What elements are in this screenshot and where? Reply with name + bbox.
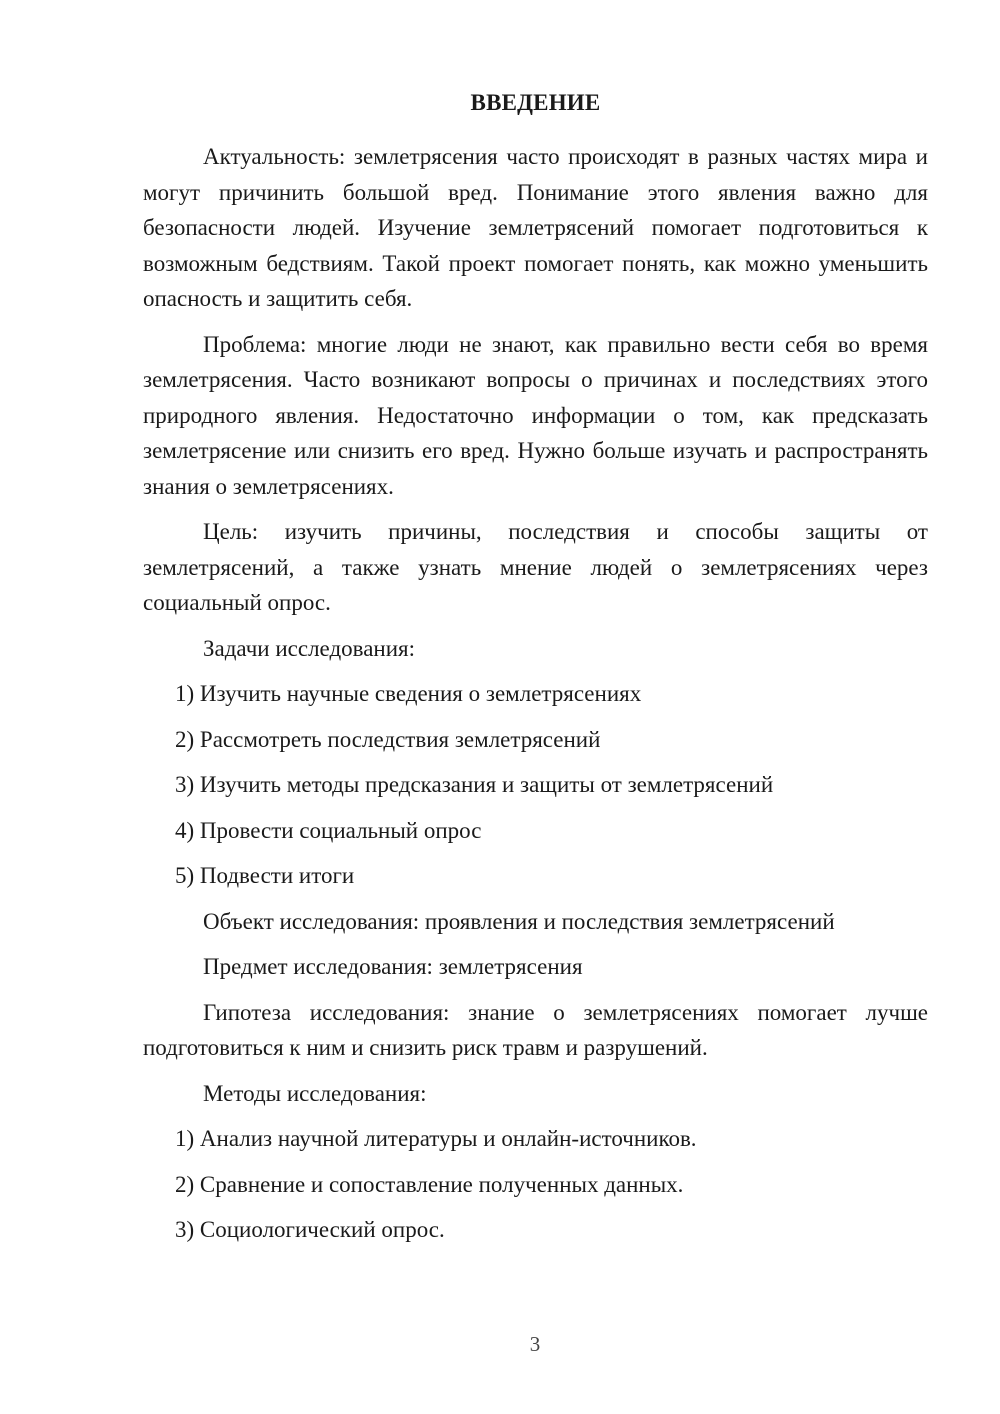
task-item-3: 3) Изучить методы предсказания и защиты от землетрясений (175, 772, 774, 797)
page-number: 3 (529, 1332, 541, 1356)
hypothesis-paragraph: Гипотеза исследования: знание о землетрясениях помогает лучше подготовиться к ним и снизить риск травм и разрушений. (143, 999, 928, 1060)
methods-title: Методы исследования: (203, 1080, 427, 1106)
method-item-2: 2) Сравнение и сопоставление полученных данных. (175, 1171, 684, 1197)
task-item-1: 1) Изучить научные сведения о землетрясениях (175, 681, 642, 706)
task-item-5: 5) Подвести итоги (175, 863, 355, 888)
section-heading: ВВЕДЕНИЕ (470, 90, 601, 115)
task-item-2: 2) Рассмотреть последствия землетрясений (175, 726, 601, 752)
problem-paragraph: Проблема: многие люди не знают, как правильно вести себя во время землетрясения. Часто возникают вопросы о причинах и последствиях этого природного явления. Недостаточно информации о том, как предсказать землетрясение или снизить его вред. Нужно больше изучать и распространять знания о землетрясениях. (143, 331, 928, 499)
method-item-1: 1) Анализ научной литературы и онлайн-источников. (175, 1126, 697, 1151)
research-object: Объект исследования: проявления и последствия землетрясений (203, 908, 835, 934)
tasks-title: Задачи исследования: (203, 635, 416, 661)
goal-paragraph: Цель: изучить причины, последствия и способы защиты от землетрясений, а также узнать мнение людей о землетрясениях через социальный опрос. (143, 519, 928, 615)
task-item-4: 4) Провести социальный опрос (175, 817, 482, 843)
research-subject: Предмет исследования: землетрясения (203, 954, 583, 979)
relevance-paragraph: Актуальность: землетрясения часто происходят в разных частях мира и могут причинить большой вред. Понимание этого явления важно для безопасности людей. Изучение землетрясений помогает подготовиться к возможным бедствиям. Такой проект помогает понять, как можно уменьшить опасность и защитить себя. (143, 144, 928, 311)
method-item-3: 3) Социологический опрос. (175, 1217, 445, 1242)
document-page (143, 88, 928, 1258)
